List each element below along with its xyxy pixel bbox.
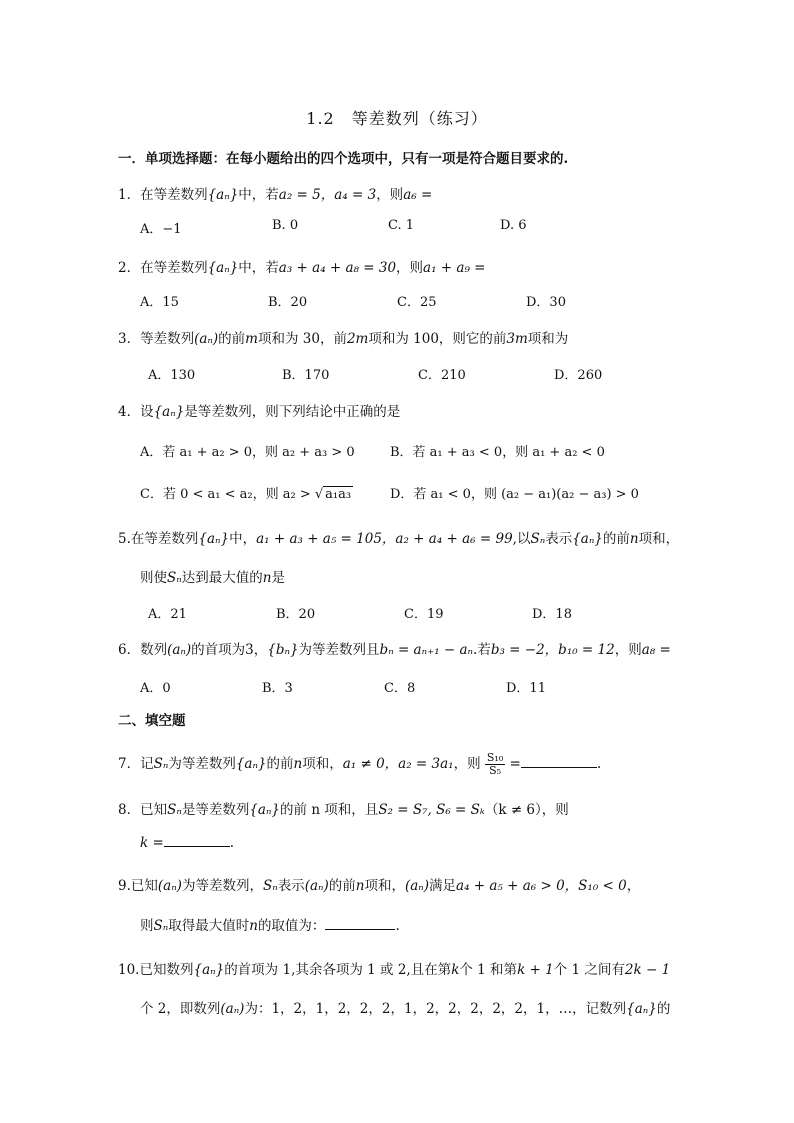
q1-option-d: D. 6: [500, 218, 527, 233]
q4-option-d: D．若 a₁ < 0，则 (a₂ − a₁)(a₂ − a₃) > 0: [390, 487, 639, 502]
question-8-line-2: k = .: [140, 835, 235, 851]
q2-option-a: A．15: [140, 295, 179, 310]
answer-blank-8[interactable]: [164, 834, 230, 847]
sqrt-symbol: √ a₁a₃: [314, 487, 352, 502]
q2-option-b: B．20: [268, 295, 308, 310]
q2-option-d: D．30: [526, 295, 566, 310]
question-1: 1．在等差数列{aₙ}中，若a₂ = 5，a₄ = 3，则a₆ =: [118, 187, 433, 203]
q4-option-c: C．若 0 < a₁ < a₂，则 a₂ > √ a₁a₃: [140, 487, 352, 502]
q3-option-d: D．260: [554, 368, 603, 383]
question-10: 10.已知数列{aₙ}的首项为 1,其余各项为 1 或 2,且在第k个 1 和第k + 1个 1 之间有2k − 1: [118, 962, 671, 978]
q1-option-b: B. 0: [272, 218, 299, 233]
q6-option-d: D．11: [506, 681, 546, 696]
q2-option-c: C．25: [397, 295, 437, 310]
answer-blank-7[interactable]: [521, 755, 597, 768]
q1-option-a: A．−1: [140, 222, 182, 237]
q6-option-c: C．8: [384, 681, 416, 696]
question-6: 6．数列(aₙ)的首项为3，{bₙ}为等差数列且bₙ = aₙ₊₁ − aₙ.若b₃ = −2，b₁₀ = 12，则a₈ =: [118, 642, 671, 658]
q4-option-b: B．若 a₁ + a₃ < 0，则 a₁ + a₂ < 0: [390, 445, 605, 460]
question-7: 7．记Sₙ为等差数列{aₙ}的前n项和，a₁ ≠ 0，a₂ = 3a₁，则 $\frac{\text{S₁₀}}{\text{S₅}}$ = .: [118, 751, 602, 777]
question-8: 8．已知Sₙ是等差数列{aₙ}的前 n 项和，且S₂ = S₇, S₆ = Sₖ（k ≠ 6），则: [118, 802, 569, 818]
question-9-line-2: 则Sₙ取得最大值时n的取值为： .: [140, 918, 400, 934]
fraction-s10-s5: $\frac{\text{S₁₀}}{\text{S₅}}$: [486, 751, 504, 777]
q5-option-a: A．21: [148, 607, 187, 622]
q4-option-a: A．若 a₁ + a₂ > 0，则 a₂ + a₃ > 0: [140, 445, 355, 460]
q5-option-b: B．20: [276, 607, 316, 622]
q3-option-a: A．130: [148, 368, 196, 383]
section-heading-fill: 二、填空题: [118, 713, 186, 729]
question-2: 2．在等差数列{aₙ}中，若a₃ + a₄ + a₈ = 30，则a₁ + a₉ =: [118, 260, 486, 276]
section-heading-choice: 一．单项选择题：在每小题给出的四个选项中，只有一项是符合题目要求的.: [118, 151, 569, 167]
q1-option-c: C. 1: [388, 218, 415, 233]
q3-option-c: C．210: [418, 368, 466, 383]
question-10-line-2: 个 2，即数列(aₙ)为：1，2，1，2，2，2，1，2，2，2，2，2，1，…，记数列{aₙ}的: [140, 1001, 671, 1017]
page-title: 1.2 等差数列（练习）: [306, 109, 488, 128]
q6-option-b: B．3: [262, 681, 293, 696]
question-5-line-2: 则使Sₙ达到最大值的n是: [140, 570, 285, 586]
question-9: 9.已知(aₙ)为等差数列，Sₙ表示(aₙ)的前n项和，(aₙ)满足a₄ + a₅ + a₆ > 0，S₁₀ < 0，: [118, 878, 641, 894]
question-3: 3．等差数列(aₙ)的前m项和为 30，前2m项和为 100，则它的前3m项和为: [118, 331, 569, 347]
q5-option-d: D．18: [532, 607, 572, 622]
q6-option-a: A．0: [140, 681, 171, 696]
q5-option-c: C．19: [404, 607, 444, 622]
question-4: 4．设{aₙ}是等差数列，则下列结论中正确的是: [118, 404, 401, 420]
question-5: 5.在等差数列{aₙ}中，a₁ + a₃ + a₅ = 105，a₂ + a₄ + a₆ = 99,以Sₙ表示{aₙ}的前n项和，: [118, 531, 680, 547]
answer-blank-9[interactable]: [325, 917, 395, 930]
q3-option-b: B．170: [282, 368, 330, 383]
